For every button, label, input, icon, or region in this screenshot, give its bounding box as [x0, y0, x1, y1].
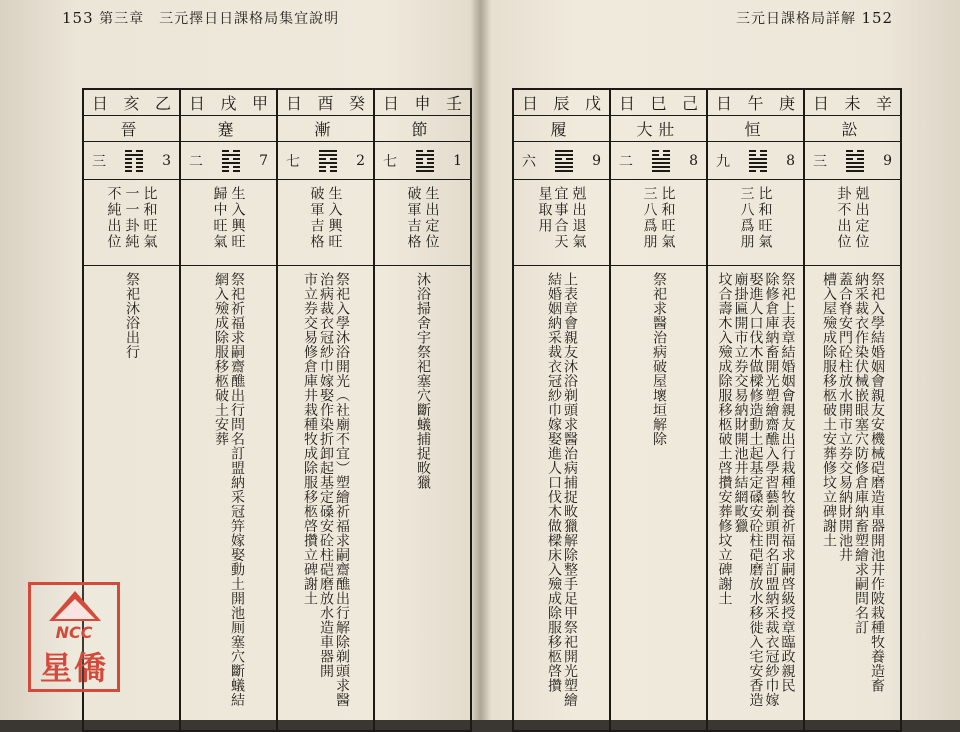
suitable-events [375, 266, 470, 712]
hexagram-description [278, 180, 373, 266]
day-header [805, 90, 900, 116]
hexagram-line [125, 162, 143, 164]
hexagram-row [708, 142, 803, 180]
hexagram-line [319, 162, 337, 164]
hexagram-period-number: 1 [453, 152, 462, 169]
hexagram-line [652, 158, 670, 160]
hexagram-line [222, 158, 240, 160]
description-line: 生出定位 [423, 186, 440, 250]
event-line: 娶進人口伐木做樑修造動土起基定磉安砼柱硙磨放水移徙入宅安香造廟掛匾開市立券交易納財開池井結網畋獵 [732, 272, 764, 707]
day-column [181, 90, 278, 730]
left-page-title: 第三章 三元擇日日課格局集宜說明 [99, 11, 340, 27]
event-line: 祭祀祈福求嗣齋醮出行問名訂盟納采冠笄嫁娶動土開池厠塞穴斷蟻結 [229, 272, 245, 707]
hexagram-period-number: 3 [162, 152, 171, 169]
hexagram-line [846, 162, 864, 164]
day-char: 酉 [317, 94, 334, 113]
hexagram-line [846, 154, 864, 156]
day-char: 日 [383, 94, 400, 113]
day-header [278, 90, 373, 116]
hexagram-symbol-icon [846, 150, 864, 172]
day-char: 未 [844, 94, 861, 113]
hexagram-line [555, 162, 573, 164]
hexagram-line [416, 154, 434, 156]
day-char: 巳 [650, 94, 667, 113]
day-char: 乙 [154, 94, 171, 113]
hexagram-row [181, 142, 276, 180]
hexagram-line [319, 150, 337, 152]
hexagram-line [555, 150, 573, 152]
hexagram-name: 恒 [708, 116, 803, 142]
day-column [375, 90, 472, 730]
description-line: 比和旺氣 [141, 186, 158, 250]
description-line: 剋出退氣 [570, 186, 587, 250]
hexagram-line [222, 166, 240, 168]
description-line: 宜事合天星取用 [536, 186, 569, 250]
hexagram-line [846, 158, 864, 160]
hexagram-element-number: 三 [813, 153, 827, 170]
day-header [514, 90, 609, 116]
hexagram-line [319, 166, 337, 168]
day-char: 辰 [553, 94, 570, 113]
hexagram-description [611, 180, 706, 266]
hexagram-description [375, 180, 470, 266]
day-char: 壬 [445, 94, 462, 113]
hexagram-line [652, 154, 670, 156]
hexagram-period-number: 7 [259, 152, 268, 169]
day-char: 日 [92, 94, 109, 113]
hexagram-line [555, 166, 573, 168]
right-page-header [736, 8, 893, 28]
hexagram-period-number: 2 [356, 152, 365, 169]
description-line: 剋出定位 [853, 186, 870, 250]
day-char: 庚 [778, 94, 795, 113]
hexagram-name: 大壯 [611, 116, 706, 142]
day-char: 日 [189, 94, 206, 113]
hexagram-line [846, 150, 864, 152]
hexagram-line [125, 166, 143, 168]
right-page-title: 三元日課格局詳解 [736, 11, 856, 27]
hexagram-period-number: 8 [786, 152, 795, 169]
hexagram-line [555, 170, 573, 172]
hexagram-symbol-icon [319, 150, 337, 172]
event-line: 治病裁衣冠紗巾嫁娶作染折卸起基定磉安砼柱硙磨放水造車器開 [318, 272, 334, 678]
description-line: 生入興旺 [229, 186, 246, 250]
hexagram-name: 節 [375, 116, 470, 142]
stamp-line2: 星僑 [39, 649, 108, 687]
hexagram-line [652, 150, 670, 152]
day-column [708, 90, 805, 730]
left-page-table [82, 88, 472, 732]
day-header [84, 90, 179, 116]
hexagram-line [125, 154, 143, 156]
event-line: 祭祀求醫治病破屋壞垣解除 [651, 272, 667, 446]
event-line: 網入殮成除服移柩破土安葬 [213, 272, 229, 446]
event-line: 納采裁衣作染伏械嵌眼塞穴防修倉庫納畜塑繪求嗣問名訂 [853, 272, 869, 635]
hexagram-line [749, 162, 767, 164]
hexagram-symbol-icon [222, 150, 240, 172]
hexagram-symbol-icon [125, 150, 143, 172]
hexagram-symbol-icon [555, 150, 573, 172]
description-line: 卦不出位 [835, 186, 852, 250]
event-line: 上表章會親友沐浴剃頭求醫治病捕捉畋獵解除整手足甲祭祀開光塑繪 [562, 272, 578, 707]
day-header [375, 90, 470, 116]
description-line: 三八爲朋 [641, 186, 658, 250]
hexagram-line [319, 170, 337, 172]
hexagram-symbol-icon [749, 150, 767, 172]
hexagram-description [708, 180, 803, 266]
hexagram-line [222, 150, 240, 152]
hexagram-description [181, 180, 276, 266]
event-line: 祭祀入學沐浴開光︵社廟不宜︶塑繪祈福求嗣齋醮出行解除剃頭求醫 [334, 272, 350, 707]
day-char: 甲 [251, 94, 268, 113]
day-header [181, 90, 276, 116]
hexagram-line [555, 158, 573, 160]
hexagram-element-number: 三 [92, 153, 106, 170]
event-line: 祭祀沐浴出行 [124, 272, 140, 359]
hexagram-element-number: 二 [619, 153, 633, 170]
hexagram-description [514, 180, 609, 266]
suitable-events [805, 266, 900, 712]
event-line: 結婚姻納采裁衣冠紗巾嫁娶進人口伐木做樑床入殮成除服移柩啓攢 [546, 272, 562, 693]
suitable-events [611, 266, 706, 712]
hexagram-name: 蹇 [181, 116, 276, 142]
hexagram-line [222, 154, 240, 156]
hexagram-name: 履 [514, 116, 609, 142]
event-line: 沐浴掃舍宇祭祀塞穴斷蟻捕捉畋獵 [415, 272, 431, 490]
day-header [708, 90, 803, 116]
day-column [805, 90, 902, 730]
hexagram-element-number: 九 [716, 153, 730, 170]
description-line: 歸中旺氣 [211, 186, 228, 250]
right-page-table [512, 88, 902, 732]
event-line: 蓋合脊安門砼柱放水開市立券交易納財開池井 [837, 272, 853, 562]
event-line: 除修倉庫納畜開光塑繪齋醮入學習藝剃頭問名訂盟納采裁衣冠紗巾嫁 [763, 272, 780, 707]
hexagram-line [125, 170, 143, 172]
right-page-number: 152 [861, 9, 894, 27]
stamp-line1: NCC [55, 623, 93, 642]
description-line: 不純出位 [105, 186, 122, 250]
day-char: 日 [716, 94, 733, 113]
event-line: 祭祀上表章結婚姻會親友出行栽種牧養祈福求嗣啓級授章臨政親民 [779, 272, 796, 693]
suitable-events [708, 266, 803, 712]
hexagram-line [416, 170, 434, 172]
hexagram-line [125, 150, 143, 152]
description-line: 比和旺氣 [659, 186, 676, 250]
day-column [278, 90, 375, 730]
day-char: 日 [522, 94, 539, 113]
description-line: 比和旺氣 [756, 186, 773, 250]
day-char: 辛 [875, 94, 892, 113]
suitable-events [181, 266, 276, 712]
left-page-number: 153 [62, 9, 94, 27]
hexagram-row [514, 142, 609, 180]
hexagram-row [805, 142, 900, 180]
hexagram-line [749, 154, 767, 156]
hexagram-line [222, 162, 240, 164]
hexagram-line [749, 170, 767, 172]
book-gutter [470, 0, 492, 720]
hexagram-line [749, 150, 767, 152]
day-char: 申 [414, 94, 431, 113]
hexagram-description [805, 180, 900, 266]
suitable-events [278, 266, 373, 712]
hexagram-line [846, 166, 864, 168]
hexagram-symbol-icon [416, 150, 434, 172]
description-line: 破軍吉格 [308, 186, 325, 250]
day-char: 戊 [584, 94, 601, 113]
hexagram-name: 訟 [805, 116, 900, 142]
hexagram-line [416, 150, 434, 152]
description-line: 一一卦純 [123, 186, 140, 250]
day-header [611, 90, 706, 116]
hexagram-period-number: 8 [689, 152, 698, 169]
hexagram-line [319, 154, 337, 156]
day-column [514, 90, 611, 730]
hexagram-line [652, 162, 670, 164]
hexagram-line [416, 162, 434, 164]
hexagram-element-number: 七 [286, 153, 300, 170]
event-line: 祭祀入學結婚姻會親友安機械硙磨造車器開池井作陂栽種牧養造畜 [869, 272, 885, 693]
day-char: 癸 [348, 94, 365, 113]
hexagram-element-number: 七 [383, 153, 397, 170]
description-line: 三八爲朋 [738, 186, 755, 250]
hexagram-line [416, 166, 434, 168]
hexagram-line [555, 154, 573, 156]
day-char: 戌 [220, 94, 237, 113]
hexagram-element-number: 六 [522, 153, 536, 170]
suitable-events [514, 266, 609, 712]
hexagram-row [84, 142, 179, 180]
hexagram-period-number: 9 [592, 152, 601, 169]
hexagram-line [749, 166, 767, 168]
event-line: 市立券交易修倉庫井栽種牧成除服移柩啓攢立碑謝土 [302, 272, 318, 606]
description-line: 生入興旺 [326, 186, 343, 250]
hexagram-line [652, 166, 670, 168]
hexagram-line [416, 158, 434, 160]
ncc-stamp [28, 582, 120, 692]
event-line: 坟合壽木入殮成除服移柩破土啓攢安葬修坟立碑謝土 [716, 272, 733, 606]
day-char: 午 [747, 94, 764, 113]
hexagram-row [611, 142, 706, 180]
hexagram-row [278, 142, 373, 180]
day-column [611, 90, 708, 730]
hexagram-description [84, 180, 179, 266]
left-page-header [62, 8, 339, 28]
hexagram-element-number: 二 [189, 153, 203, 170]
hexagram-name: 晉 [84, 116, 179, 142]
hexagram-line [222, 170, 240, 172]
hexagram-symbol-icon [652, 150, 670, 172]
description-line: 破軍吉格 [405, 186, 422, 250]
day-char: 亥 [123, 94, 140, 113]
hexagram-row [375, 142, 470, 180]
hexagram-line [125, 158, 143, 160]
hexagram-line [846, 170, 864, 172]
hexagram-line [319, 158, 337, 160]
day-char: 己 [681, 94, 698, 113]
hexagram-name: 漸 [278, 116, 373, 142]
day-char: 日 [286, 94, 303, 113]
hexagram-line [749, 158, 767, 160]
hexagram-period-number: 9 [883, 152, 892, 169]
event-line: 槽入屋殮成除服移柩破土安葬修坟立碑謝土 [821, 272, 837, 548]
hexagram-line [652, 170, 670, 172]
day-char: 日 [619, 94, 636, 113]
day-char: 日 [813, 94, 830, 113]
